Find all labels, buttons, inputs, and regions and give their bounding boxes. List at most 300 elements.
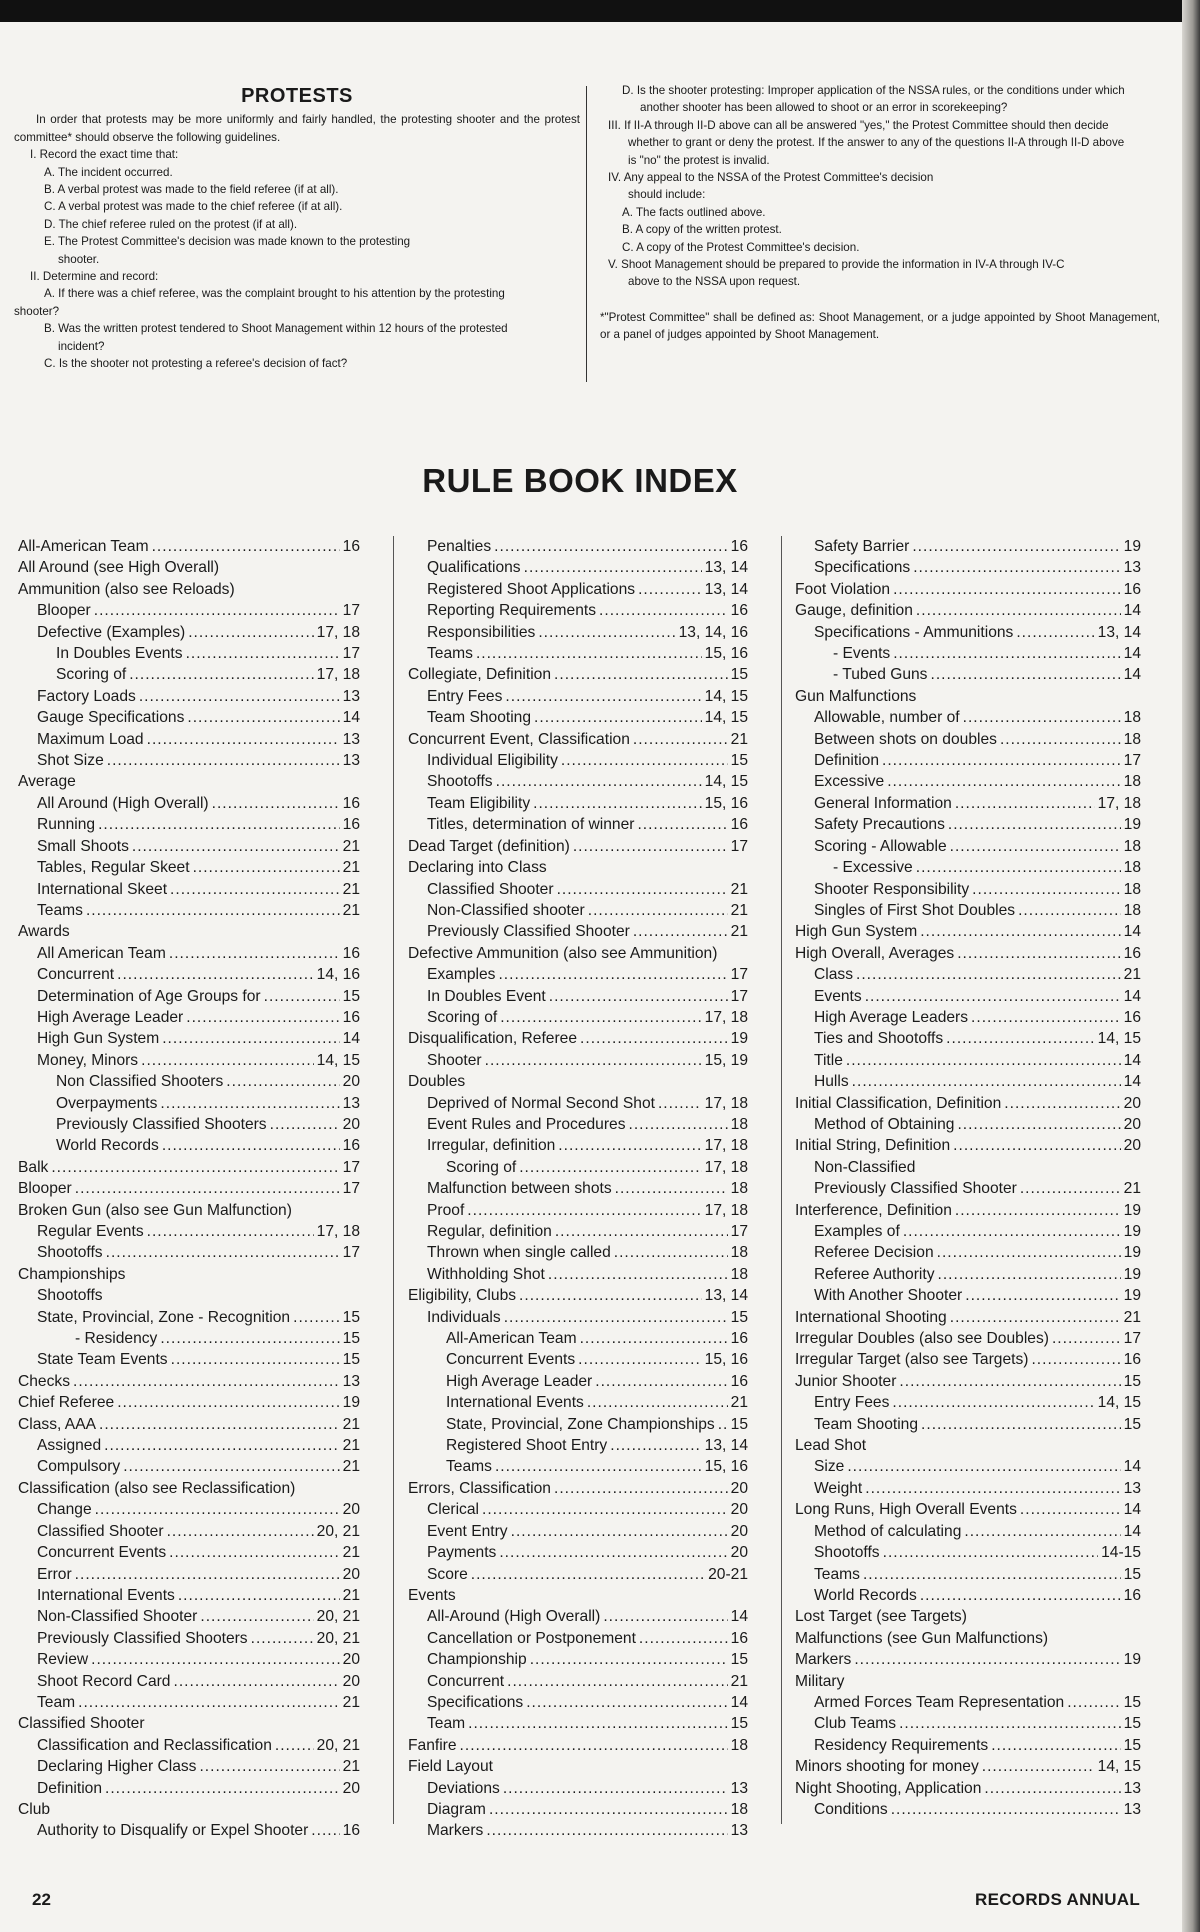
index-entry-term: Long Runs, High Overall Events (795, 1501, 1017, 1519)
index-entry-term: - Tubed Guns (833, 666, 928, 684)
index-entry-pages: 16 (730, 1330, 748, 1348)
index-entry-term: High Overall, Averages (795, 944, 955, 962)
index-entry-term: Classification and Reclassification (37, 1736, 272, 1754)
dot-leader (132, 836, 340, 857)
dot-leader (193, 857, 340, 878)
index-entry-pages: 17 (342, 602, 360, 620)
index-entry-term: Registered Shoot Applications (427, 580, 636, 598)
index-entry-term: Club Teams (814, 1715, 897, 1733)
index-entry-pages: 19 (1123, 1287, 1141, 1305)
protest-guideline-line: C. A verbal protest was made to the chief referee (if at all). (44, 200, 343, 214)
dot-leader (467, 1200, 701, 1221)
protest-guideline-line: IV. Any appeal to the NSSA of the Protest Committee's decision (608, 171, 934, 185)
index-entry-term: Team Shooting (814, 1415, 919, 1433)
index-entry-pages: 14 (342, 709, 360, 727)
index-entry-pages: 16 (342, 816, 360, 834)
index-entry-term: Team Shooting (427, 709, 532, 727)
index-entry (408, 1435, 748, 1456)
index-entry-pages: 20 (342, 1501, 360, 1519)
index-entry (408, 536, 748, 557)
dot-leader (554, 664, 728, 685)
index-entry-pages: 21 (342, 1437, 360, 1455)
dot-leader (311, 1820, 339, 1841)
index-entry-pages: 20 (342, 1073, 360, 1091)
index-entry-term: Irregular Doubles (also see Doubles) (795, 1330, 1049, 1348)
index-entry-pages: 13, 14 (1097, 623, 1141, 641)
index-entry (795, 1028, 1141, 1049)
index-entry-term: In Doubles Event (427, 987, 546, 1005)
index-entry-term: Regular Events (37, 1223, 144, 1240)
index-entry-term: Withholding Shot (427, 1265, 545, 1283)
index-entry-term: Hulls (814, 1073, 849, 1091)
index-entry-pages: 13 (730, 1779, 748, 1797)
dot-leader (937, 1242, 1121, 1263)
index-entry (408, 1692, 748, 1713)
index-entry-term: All-American Team (18, 538, 149, 555)
index-entry-term: Event Entry (427, 1522, 508, 1540)
dot-leader (482, 1499, 728, 1520)
index-entry (408, 1307, 748, 1328)
dot-leader (946, 1028, 1094, 1049)
index-entry (408, 557, 748, 578)
index-entry-pages: 17 (342, 1158, 360, 1176)
index-entry-pages: 19 (730, 1030, 748, 1048)
index-entry (408, 1200, 748, 1221)
index-entry-term: Declaring Higher Class (37, 1758, 197, 1776)
index-entry (408, 943, 748, 964)
index-entry-term: Deprived of Normal Second Shot (427, 1094, 655, 1112)
index-entry-term: Safety Barrier (814, 538, 910, 555)
index-entry-term: High Average Leader (37, 1008, 184, 1026)
protest-guideline-line: D. The chief referee ruled on the protest (if at all). (44, 217, 298, 231)
index-entry-pages: 16 (342, 944, 360, 962)
index-entry-term: All Around (see High Overall) (18, 559, 220, 577)
index-entry-term: Concurrent Events (446, 1351, 576, 1369)
index-entry (795, 579, 1141, 600)
index-entry (795, 1371, 1141, 1392)
index-entry-term: Malfunction between shots (427, 1180, 612, 1198)
index-entry-term: Classified Shooter (18, 1715, 145, 1733)
index-entry (408, 1050, 748, 1071)
dot-leader (75, 1564, 340, 1585)
protest-guideline-line: whether to grant or deny the protest. If the answer to any of the questions II-A through II-D above (628, 136, 1125, 150)
dot-leader (129, 664, 313, 685)
index-entry-term: All American Team (37, 944, 166, 962)
index-entry-term: Classified Shooter (37, 1522, 164, 1540)
index-entry (408, 1671, 748, 1692)
protest-guideline-line: A. The facts outlined above. (622, 205, 766, 219)
index-entry (795, 1178, 1141, 1199)
index-entry-pages: 18 (1123, 837, 1141, 855)
index-entry-term: Gauge, definition (795, 602, 913, 620)
dot-leader (846, 1050, 1121, 1071)
index-entry-term: Club (18, 1800, 51, 1818)
index-entry (18, 814, 360, 835)
dot-leader (891, 1799, 1121, 1820)
protest-guideline-line: incident? (58, 339, 105, 353)
dot-leader (51, 1157, 339, 1178)
index-entry (795, 1071, 1141, 1092)
index-entry (795, 1221, 1141, 1242)
index-entry (18, 1414, 360, 1435)
dot-leader (486, 1820, 727, 1841)
index-entry-pages: 15 (730, 1308, 748, 1326)
index-entry (18, 1649, 360, 1670)
index-entry (18, 1285, 360, 1306)
index-entry (408, 1756, 748, 1777)
dot-leader (555, 1221, 728, 1242)
index-entry (795, 729, 1141, 750)
index-entry-term: Thrown when single called (427, 1244, 611, 1262)
index-entry-pages: 17 (730, 837, 748, 855)
index-entry (408, 579, 748, 600)
dot-leader (1020, 1178, 1121, 1199)
index-entry (795, 1756, 1141, 1777)
index-entry-term: Tables, Regular Skeet (37, 859, 190, 877)
index-entry (18, 964, 360, 985)
index-entry-term: Deviations (427, 1779, 500, 1797)
index-entry-term: Money, Minors (37, 1051, 139, 1069)
index-entry-term: State, Provincial, Zone - Recognition (37, 1308, 291, 1326)
index-entry-term: Armed Forces Team Representation (814, 1693, 1065, 1711)
protests-right-list (600, 82, 1160, 291)
index-entry-term: Weight (814, 1479, 863, 1497)
dot-leader (950, 1307, 1121, 1328)
dot-leader (921, 1414, 1121, 1435)
index-entry-term: Championships (18, 1265, 126, 1283)
index-entry (408, 1157, 748, 1178)
index-entry (18, 1671, 360, 1692)
dot-leader (916, 600, 1121, 621)
index-entry-term: Payments (427, 1544, 497, 1562)
index-entry (18, 857, 360, 878)
protest-guideline-line: D. Is the shooter protesting: Improper application of the NSSA rules, or the conditions under which (622, 84, 1125, 97)
index-entry-pages: 21 (1123, 966, 1141, 984)
index-entry-term: Balk (18, 1158, 49, 1176)
index-entry-pages: 13 (342, 1094, 360, 1112)
index-entry (408, 1071, 748, 1092)
index-entry-term: Referee Decision (814, 1244, 934, 1262)
dot-leader (1067, 1692, 1120, 1713)
dot-leader (504, 1307, 728, 1328)
index-entry (408, 1392, 748, 1413)
dot-leader (460, 1735, 728, 1756)
protest-committee-note: *"Protest Committee" shall be defined as: Shoot Management, or a judge appointed by Shoot Management, or a panel of judges appointed by Shoot Management. (600, 310, 1160, 342)
index-entry-pages: 13 (342, 730, 360, 748)
index-entry (18, 1264, 360, 1285)
index-entry-pages: 17, 18 (316, 666, 360, 684)
index-entry-term: High Average Leader (446, 1372, 593, 1390)
index-entry-pages: 17 (730, 966, 748, 984)
dot-leader (916, 857, 1121, 878)
dot-leader (476, 643, 702, 664)
index-entry-term: Team (427, 1715, 466, 1733)
dot-leader (955, 793, 1095, 814)
index-entry-pages: 17 (1123, 752, 1141, 770)
index-entry (795, 1671, 1141, 1692)
index-entry-term: Registered Shoot Entry (446, 1437, 608, 1455)
index-entry-pages: 20, 21 (316, 1522, 360, 1540)
dot-leader (503, 1778, 728, 1799)
dot-leader (499, 1542, 727, 1563)
dot-leader (188, 622, 313, 643)
index-entry-term: Title (814, 1051, 843, 1069)
index-entry-term: Irregular, definition (427, 1137, 556, 1155)
index-entry-pages: 20 (730, 1479, 748, 1497)
index-entry-pages: 13 (342, 752, 360, 770)
dot-leader (587, 1392, 728, 1413)
dot-leader (610, 1435, 701, 1456)
dot-leader (530, 1649, 728, 1670)
protest-guideline-line: C. A copy of the Protest Committee's decision. (622, 240, 860, 254)
index-entry (795, 557, 1141, 578)
dot-leader (162, 1135, 340, 1156)
protest-guideline-line: shooter. (58, 252, 100, 266)
dot-leader (489, 1799, 728, 1820)
dot-leader (169, 1542, 339, 1563)
index-entry-term: Concurrent (427, 1672, 505, 1690)
dot-leader (534, 707, 702, 728)
page-binding-edge (1182, 0, 1200, 1932)
dot-leader (863, 1564, 1121, 1585)
index-column-divider (393, 536, 394, 1824)
dot-leader (972, 879, 1120, 900)
index-entry-term: Teams (814, 1565, 860, 1583)
dot-leader (152, 536, 340, 557)
index-entry-term: Awards (18, 923, 70, 941)
dot-leader (1000, 729, 1121, 750)
index-entry-term: Blooper (18, 1180, 72, 1198)
index-entry (795, 1456, 1141, 1477)
dot-leader (147, 729, 340, 750)
index-entry-term: Error (37, 1565, 72, 1583)
index-entry-pages: 18 (1123, 901, 1141, 919)
dot-leader (639, 1628, 728, 1649)
protests-section (14, 85, 580, 373)
dot-leader (633, 729, 728, 750)
index-entry (18, 1499, 360, 1520)
index-entry (795, 879, 1141, 900)
index-entry (795, 1114, 1141, 1135)
index-entry (408, 1178, 748, 1199)
index-entry (408, 836, 748, 857)
dot-leader (123, 1456, 339, 1477)
index-entry-term: Lost Target (see Targets) (795, 1608, 967, 1626)
index-entry-term: In Doubles Events (56, 645, 183, 663)
index-entry-term: Allowable, number of (814, 709, 960, 727)
index-entry (408, 622, 748, 643)
index-entry (795, 1564, 1141, 1585)
index-entry-pages: 17, 18 (316, 623, 360, 641)
dot-leader (658, 1093, 702, 1114)
index-entry-term: Change (37, 1501, 92, 1519)
index-entry-term: Small Shoots (37, 837, 129, 855)
index-entry (795, 943, 1141, 964)
index-entry (18, 1349, 360, 1370)
dot-leader (920, 921, 1120, 942)
index-entry-pages: 14 (1123, 923, 1141, 941)
dot-leader (186, 643, 340, 664)
index-entry-term: Malfunctions (see Gun Malfunctions) (795, 1629, 1049, 1647)
index-entry (795, 1713, 1141, 1734)
dot-leader (920, 1585, 1121, 1606)
index-entry-pages: 18 (1123, 730, 1141, 748)
index-entry (18, 729, 360, 750)
index-entry (408, 879, 748, 900)
dot-leader (170, 879, 340, 900)
dot-leader (557, 879, 728, 900)
dot-leader (1052, 1328, 1121, 1349)
dot-leader (199, 1756, 339, 1777)
index-entry (18, 1050, 360, 1071)
index-entry-pages: 21 (342, 880, 360, 898)
dot-leader (494, 536, 727, 557)
index-entry-pages: 14, 15 (1097, 1758, 1141, 1776)
index-entry (18, 579, 360, 600)
index-entry (18, 1799, 360, 1820)
index-entry (408, 1606, 748, 1627)
dot-leader (519, 1157, 701, 1178)
index-entry-pages: 16 (1123, 1586, 1141, 1604)
index-entry-term: Proof (427, 1201, 465, 1219)
index-entry (18, 1564, 360, 1585)
index-entry (408, 900, 748, 921)
index-entry-pages: 21 (342, 1415, 360, 1433)
dot-leader (105, 1778, 340, 1799)
index-entry-term: All-Around (High Overall) (427, 1608, 601, 1626)
index-entry-term: Night Shooting, Application (795, 1779, 982, 1797)
index-entry (408, 600, 748, 621)
dot-leader (548, 1264, 728, 1285)
index-entry-term: Determination of Age Groups for (37, 987, 261, 1005)
index-entry-pages: 14, 15 (1097, 1030, 1141, 1048)
index-entry (18, 1007, 360, 1028)
index-entry (18, 1606, 360, 1627)
index-entry-term: Shoot Record Card (37, 1672, 171, 1690)
publication-name: RECORDS ANNUAL (975, 1890, 1141, 1909)
index-entry (18, 1435, 360, 1456)
protests-right-section (600, 82, 1160, 344)
index-entry-pages: 14 (730, 1693, 748, 1711)
index-entry-term: Individuals (427, 1308, 501, 1326)
index-entry-term: Classified Shooter (427, 880, 554, 898)
index-entry-pages: 18 (730, 1800, 748, 1818)
index-entry-pages: 21 (730, 923, 748, 941)
index-entry (408, 1349, 748, 1370)
index-entry (18, 1071, 360, 1092)
index-entry-pages: 20, 21 (316, 1629, 360, 1647)
index-entry (408, 707, 748, 728)
dot-leader (86, 900, 340, 921)
index-entry-term: Running (37, 816, 96, 834)
index-entry-pages: 21 (342, 1586, 360, 1604)
index-entry-pages: 14, 15 (316, 1051, 360, 1069)
index-entry-term: Events (408, 1586, 456, 1604)
index-entry-pages: 15 (342, 1351, 360, 1369)
index-entry-pages: 16 (1123, 944, 1141, 962)
index-entry-pages: 19 (1123, 538, 1141, 555)
index-entry-term: Factory Loads (37, 687, 136, 705)
index-entry-term: Average (18, 773, 76, 791)
index-entry-pages: 15 (342, 1308, 360, 1326)
index-entry-term: State Team Events (37, 1351, 168, 1369)
dot-leader (167, 1521, 314, 1542)
index-entry-pages: 13, 14 (704, 580, 748, 598)
index-entry-pages: 14, 15 (1097, 1394, 1141, 1412)
protest-guideline-line: I. Record the exact time that: (30, 148, 179, 162)
dot-leader (558, 1135, 701, 1156)
index-entry (408, 1649, 748, 1670)
protest-guideline-line: A. If there was a chief referee, was the complaint brought to his attention by the protesting (44, 287, 505, 301)
dot-leader (264, 986, 340, 1007)
index-entry (408, 1735, 748, 1756)
index-entry-term: Scoring of (427, 1008, 498, 1026)
index-entry-term: Defective (Examples) (37, 623, 186, 641)
dot-leader (984, 1778, 1120, 1799)
dot-leader (554, 1478, 728, 1499)
index-entry-pages: 18 (1123, 773, 1141, 791)
index-entry-term: Broken Gun (also see Gun Malfunction) (18, 1201, 292, 1219)
index-entry-term: Markers (427, 1822, 484, 1840)
dot-leader (117, 964, 314, 985)
index-entry-term: Assigned (37, 1437, 102, 1455)
index-entry-term: International Shooting (795, 1308, 947, 1326)
dot-leader (615, 1178, 728, 1199)
index-entry-pages: 20-21 (708, 1565, 748, 1583)
index-entry-term: Lead Shot (795, 1437, 867, 1455)
dot-leader (865, 986, 1121, 1007)
dot-leader (852, 1071, 1121, 1092)
index-entry (408, 771, 748, 792)
index-entry-pages: 16 (342, 794, 360, 812)
protest-guideline-line: B. Was the written protest tendered to Shoot Management within 12 hours of the protested (44, 322, 508, 336)
index-entry (408, 1585, 748, 1606)
index-entry-term: Cancellation or Postponement (427, 1629, 636, 1647)
dot-leader (500, 1007, 701, 1028)
index-entry (795, 622, 1141, 643)
dot-leader (971, 1007, 1121, 1028)
index-entry-pages: 18 (730, 1180, 748, 1198)
index-entry-pages: 13 (1123, 1779, 1141, 1797)
index-entry-term: Size (814, 1458, 845, 1476)
index-entry-pages: 13, 14 (704, 559, 748, 577)
index-entry-term: Non-Classified shooter (427, 901, 585, 919)
index-entry-pages: 19 (1123, 1201, 1141, 1219)
index-entry-pages: 21 (730, 1672, 748, 1690)
dot-leader (588, 900, 728, 921)
index-entry (408, 1242, 748, 1263)
index-entry-pages: 15, 16 (704, 1351, 748, 1369)
index-entry-pages: 14 (1123, 602, 1141, 620)
index-entry-pages: 13, 14 (704, 1287, 748, 1305)
index-entry (18, 707, 360, 728)
index-entry-pages: 16 (1123, 580, 1141, 598)
protest-guideline-line: above to the NSSA upon request. (628, 275, 801, 289)
index-entry-pages: 15 (1123, 1415, 1141, 1433)
dot-leader (957, 1114, 1120, 1135)
index-entry-pages: 21 (342, 837, 360, 855)
index-entry (408, 686, 748, 707)
index-entry (408, 729, 748, 750)
index-entry-pages: 14 (342, 1030, 360, 1048)
index-entry (18, 921, 360, 942)
dot-leader (629, 1114, 728, 1135)
index-entry-term: Shootoffs (37, 1244, 103, 1262)
dot-leader (882, 750, 1121, 771)
index-entry-term: Checks (18, 1372, 70, 1390)
dot-leader (950, 836, 1121, 857)
dot-leader (899, 1371, 1120, 1392)
